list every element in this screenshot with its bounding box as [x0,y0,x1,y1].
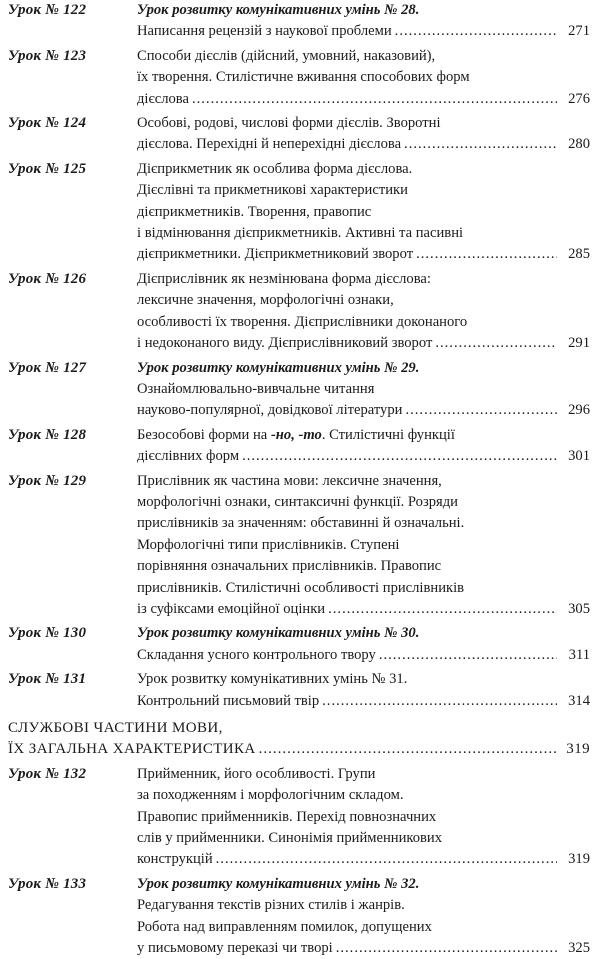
text-fragment: і відмінювання дієприкметників. Активні та пасивні [137,225,464,242]
page-number: 276 [568,90,590,107]
text-fragment: Дієприкметник як особлива форма дієслова. [137,160,413,177]
text-fragment: Дієприслівник як незмінювана форма дієслова: [137,270,431,287]
lesson-title-text [137,244,413,265]
lesson-title-line [137,578,590,599]
lesson-title-line [137,471,590,492]
page-number: 311 [568,646,590,663]
text-fragment: із суфіксами емоційної оцінки [137,600,326,617]
lesson-title [137,46,590,110]
lesson-number: Урок № 122 [8,2,87,18]
lesson-title-line [137,446,590,467]
text-fragment: Урок розвитку комунікативних умінь № 29. [137,359,420,376]
lesson-title-text [137,691,319,712]
text-fragment: лексичне значення, морфологічні ознаки, [137,292,394,309]
lesson-title-line [137,785,590,806]
lesson-title-line [137,180,590,201]
toc-entry [8,874,590,959]
lesson-title [137,113,590,156]
lesson-title-line [137,849,590,870]
lesson-title-line [137,312,590,333]
lesson-title-line [137,67,590,88]
dot-leader [416,244,557,265]
text-fragment: Складання усного контрольного твору [137,646,376,663]
lesson-title-line [137,917,590,938]
toc-entry [8,623,590,666]
page-number: 301 [568,448,590,465]
toc-entry [8,669,590,712]
text-fragment: Робота над виправленням помилок, допущених [137,918,432,935]
page-number: 314 [568,692,590,709]
text-fragment: дієслова. Перехідні й неперехідні дієслова [137,136,402,153]
text-fragment: Способи дієслів (дійсний, умовний, наказовий), [137,47,436,64]
page-number: 319 [566,741,590,758]
dot-leader [395,21,557,42]
toc-entry [8,471,590,621]
toc-list-function-words [8,764,590,959]
lesson-title [137,471,590,621]
lesson-number: Урок № 130 [8,625,87,642]
text-fragment: Написання рецензій з наукової проблеми [137,23,392,40]
lesson-number: Урок № 126 [8,270,87,287]
toc-entry [8,269,590,355]
dot-leader [336,938,557,959]
lesson-title [137,269,590,355]
dot-leader [405,400,557,421]
lesson-title [137,764,590,871]
lesson-title-line [137,895,590,916]
lesson-title-line [137,645,590,666]
dot-leader [192,89,557,110]
lesson-title-text [137,333,432,354]
page-number: 280 [568,136,590,153]
lesson-title-line [137,691,590,712]
lesson-title-text [137,599,325,620]
lesson-title-line [137,764,590,785]
lesson-title-line [137,425,590,446]
lesson-title-line [137,159,590,180]
lesson-title-line [137,669,590,690]
dot-leader [216,849,557,870]
dot-leader [435,333,557,354]
lesson-title [137,623,590,666]
page-number: 271 [568,23,590,40]
text-fragment: дієприкметників. Творення, правопис [137,203,372,220]
lesson-title-text [137,89,189,110]
text-fragment: особливості їх творення. Дієприслівники доконаного [137,313,468,330]
lesson-title-text [137,134,401,155]
toc-entry [8,113,590,156]
lesson-title-line [137,938,590,959]
lesson-number: Урок № 129 [8,472,87,489]
page-number: 325 [568,940,590,957]
lesson-title [137,358,590,422]
lesson-title [137,425,590,468]
text-fragment: дієслова [137,90,189,107]
lesson-title-line [137,269,590,290]
text-fragment: Прийменник, його особливості. Групи [137,765,376,782]
lesson-title-line [137,513,590,534]
text-fragment: Особові, родові, числові форми дієслів. Зворотні [137,115,441,132]
text-fragment: Дієслівні та прикметникові характеристики [137,182,408,199]
lesson-number: Урок № 125 [8,160,87,177]
lesson-title [137,159,590,266]
lesson-title-line [137,290,590,311]
lesson-number: Урок № 124 [8,115,87,132]
lesson-title-line [137,21,590,42]
text-fragment: Контрольний письмовий твір [137,692,320,709]
text-fragment: порівняння означальних прислівників. Правопис [137,558,442,575]
lesson-title-line [137,46,590,67]
text-fragment: і недоконаного виду. Дієприслівниковий зворот [137,335,433,352]
toc-entry [8,764,590,871]
toc-entry [8,0,590,43]
lesson-title-line [137,623,590,644]
lesson-title-line [137,333,590,354]
text-fragment: Урок розвитку комунікативних умінь № 32. [137,875,420,892]
lesson-title-line [137,492,590,513]
toc-entry [8,46,590,110]
toc-entry [8,425,590,468]
page-number: 291 [568,335,590,352]
toc-entry [8,159,590,266]
lesson-title-text [137,849,213,870]
section-heading-line-1: СЛУЖБОВІ ЧАСТИНИ МОВИ, [8,720,223,736]
text-fragment: слів у прийменники. Синонімія прийменникових [137,830,443,847]
dot-leader [328,599,557,620]
dot-leader [259,739,557,760]
lesson-number: Урок № 127 [8,359,87,376]
lesson-title-line [137,556,590,577]
lesson-title-text [137,21,392,42]
lesson-number: Урок № 133 [8,875,87,892]
section-heading [8,718,590,761]
dot-leader [242,446,557,467]
lesson-title-line [137,89,590,110]
toc-entry [8,358,590,422]
lesson-title-line [137,113,590,134]
lesson-number: Урок № 128 [8,426,87,443]
lesson-title-line [137,599,590,620]
section-heading-text: ЇХ ЗАГАЛЬНА ХАРАКТЕРИСТИКА [8,741,256,758]
text-fragment: -но, -то [270,426,322,443]
lesson-number: Урок № 131 [8,671,87,688]
text-fragment: морфологічні ознаки, синтаксичні функції. Розряди [137,493,458,510]
lesson-title-line [137,535,590,556]
lesson-title-line [137,202,590,223]
text-fragment: Урок розвитку комунікативних умінь № 30. [137,625,420,642]
text-fragment: Редагування текстів різних стилів і жанрів. [137,897,405,914]
page-number: 296 [568,402,590,419]
lesson-number: Урок № 132 [8,765,87,782]
section-heading-line-2 [8,739,590,760]
text-fragment: за походженням і морфологічним складом. [137,787,404,804]
lesson-title-text [137,938,333,959]
lesson-title [137,669,590,712]
text-fragment: . Стилістичні функції [321,426,455,443]
lesson-title-text [137,446,239,467]
lesson-title-line [137,874,590,895]
toc-list-verbs [8,0,590,712]
page-number: 305 [568,600,590,617]
lesson-title [137,874,590,959]
text-fragment: у письмовому переказі чи творі [137,940,333,957]
text-fragment: Урок розвитку комунікативних умінь № 28. [137,2,420,18]
text-fragment: Правопис прийменників. Перехід повнозначних [137,808,437,825]
text-fragment: науково-популярної, довідкової літератури [137,402,403,419]
text-fragment: прислівників за значенням: обставинні й означальні. [137,515,465,532]
page-number: 319 [568,851,590,868]
lesson-title-line [137,828,590,849]
lesson-title-line [137,379,590,400]
text-fragment: Морфологічні типи прислівників. Ступені [137,536,400,553]
lesson-title-line [137,134,590,155]
text-fragment: Прислівник як частина мови: лексичне значення, [137,472,442,489]
text-fragment: конструкцій [137,851,213,868]
lesson-title-line [137,244,590,265]
text-fragment: їх творення. Стилістичне вживання способових форм [137,69,470,86]
lesson-title [137,0,590,43]
lesson-title-line [137,807,590,828]
lesson-title-text [137,400,402,421]
lesson-title-line [137,0,590,21]
lesson-title-line [137,400,590,421]
page-number: 285 [568,246,590,263]
dot-leader [379,645,557,666]
text-fragment: Урок розвитку комунікативних умінь № 31. [137,671,408,688]
text-fragment: Ознайомлювально-вивчальне читання [137,380,375,397]
text-fragment: прислівників. Стилістичні особливості прислівників [137,579,465,596]
text-fragment: дієприкметники. Дієприкметниковий зворот [137,246,414,263]
lesson-title-line [137,358,590,379]
lesson-title-line [137,223,590,244]
text-fragment: Безособові форми на [137,426,271,443]
dot-leader [322,691,557,712]
lesson-number: Урок № 123 [8,47,87,64]
text-fragment: дієслівних форм [137,448,240,465]
dot-leader [404,134,557,155]
lesson-title-text [137,645,376,666]
